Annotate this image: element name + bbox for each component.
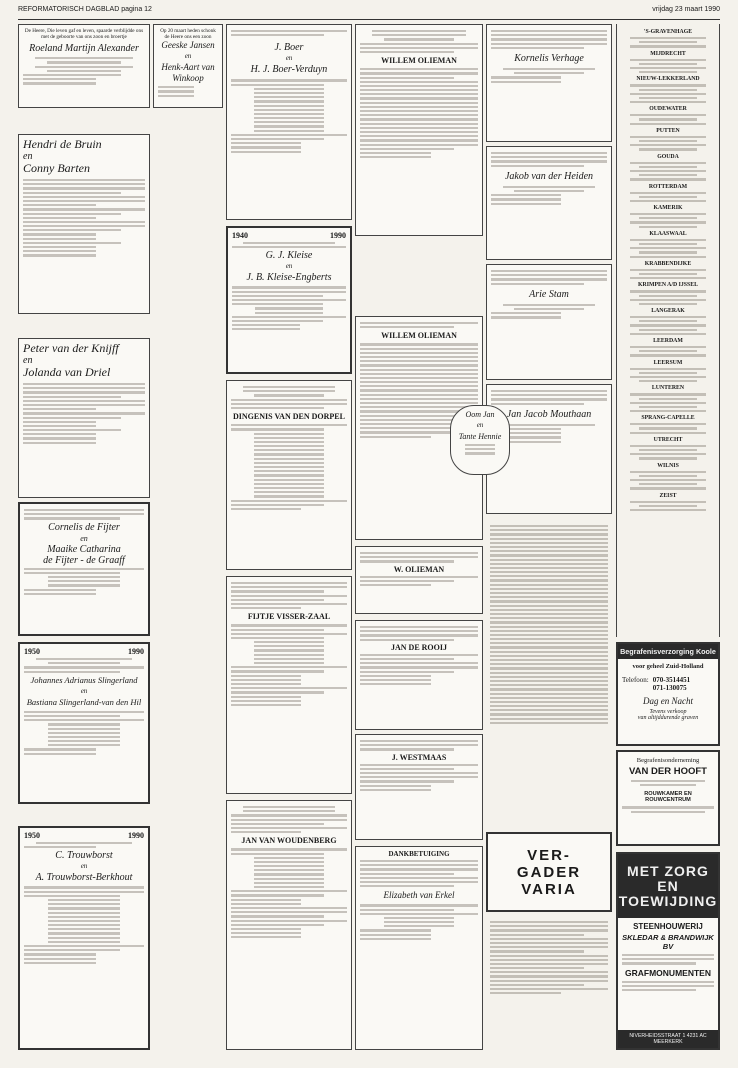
placeholder-text — [360, 68, 478, 158]
placeholder-text — [620, 114, 716, 125]
placeholder-text — [622, 780, 714, 786]
child-name: Roeland Martijn Alexander — [29, 43, 139, 55]
notice-death-vanwoudenberg — [226, 800, 352, 1050]
placeholder-text — [360, 552, 478, 563]
anniversary-years — [24, 831, 144, 840]
church-heading: KRABBENDIJKE — [644, 260, 692, 267]
phone-1: 070-3514451 — [652, 676, 691, 684]
notice-marriage-vanderknijff — [18, 338, 150, 498]
wife-name-line2: de Fijter - de Graaff — [43, 554, 125, 566]
ad-koole-subtitle: voor geheel Zuid-Holland — [632, 663, 704, 670]
deceased-name: FIJTJE VISSER-ZAAL — [247, 612, 331, 622]
notice-vanderheiden — [486, 146, 612, 260]
notice-death-vandendorpel — [226, 380, 352, 570]
placeholder-text — [231, 424, 347, 510]
anniversary-years — [232, 231, 346, 240]
and-text: en — [285, 262, 293, 271]
church-heading: KAMERIK — [653, 205, 683, 212]
placeholder-text — [231, 582, 347, 609]
ad-koole-tagline: Dag en Nacht — [643, 696, 693, 706]
placeholder-text — [360, 764, 478, 791]
thanks-title: DANKBETUIGING — [388, 850, 450, 858]
church-heading: WILNIS — [657, 462, 679, 469]
and-text: en — [23, 355, 33, 366]
wife-name: A. Trouwborst-Berkhout — [35, 872, 133, 884]
placeholder-text — [622, 806, 714, 812]
ad-koole-tagline2: Tevens verkoop van altijddurende graven — [637, 709, 699, 721]
notice-intro: De Heere, Die leven gaf en leven, spaarde verblijdde ons met de geboorte van ons zoon en broertje — [24, 28, 144, 41]
placeholder-text — [360, 576, 478, 587]
anniversary-years — [24, 647, 144, 656]
placeholder-text — [455, 444, 505, 455]
vergader-varia-heading — [486, 832, 612, 912]
placeholder-text — [24, 886, 144, 964]
placeholder-text — [620, 136, 716, 151]
notice-death-visserzaal — [226, 576, 352, 794]
church-heading: MIJDRECHT — [650, 50, 686, 57]
placeholder-text — [491, 270, 607, 285]
ad-vanderhooft-name: VAN DER HOOFT — [629, 766, 707, 777]
and-text: en — [80, 533, 88, 543]
placeholder-text — [620, 290, 716, 305]
notice-anniversary-defijter — [18, 502, 150, 636]
page-date: vrijdag 23 maart 1990 — [652, 6, 720, 13]
placeholder-text — [231, 386, 347, 409]
placeholder-text — [24, 509, 144, 520]
church-heading: PUTTEN — [656, 127, 680, 134]
placeholder-text — [490, 921, 608, 994]
year-start: 1940 — [232, 231, 248, 240]
wife-name: Maaike Catharina — [47, 543, 121, 555]
placeholder-text — [360, 654, 478, 686]
deceased-name: W. OLIEMAN — [393, 564, 445, 574]
year-end: 1990 — [128, 831, 144, 840]
placeholder-text — [231, 848, 347, 938]
ad-steenhouwerij-slogan: MET ZORG EN TOEWIJDING — [618, 862, 718, 909]
wife-name: H. J. Boer-Verduyn — [250, 64, 328, 76]
notice-intro: Op 20 maart heden schonk de Heere ons een zoon — [160, 28, 216, 41]
placeholder-text — [23, 57, 145, 84]
placeholder-text — [620, 501, 716, 512]
and-text: en — [285, 54, 293, 63]
placeholder-text — [491, 390, 607, 405]
father-name: Geeske Jansen — [161, 40, 215, 51]
person-name: Jakob van der Heiden — [504, 170, 594, 182]
placeholder-text — [24, 842, 144, 848]
church-heading: 'S-GRAVENHAGE — [643, 29, 693, 35]
notice-death-westmaas — [355, 734, 483, 840]
notice-stam — [486, 264, 612, 380]
ad-koole — [616, 642, 720, 746]
and-text: en — [80, 862, 88, 871]
placeholder-text — [23, 179, 145, 257]
and-text: en — [80, 686, 88, 695]
groom-name: Peter van der Knijff — [23, 341, 119, 355]
church-heading: KRIMPEN A/D IJSSEL — [638, 282, 698, 289]
placeholder-text — [360, 860, 478, 887]
church-services-listing — [486, 520, 612, 820]
person-name: Arie Stam — [529, 288, 569, 300]
groom-name: Hendri de Bruin — [23, 137, 102, 151]
husband-name: Johannes Adrianus Slingerland — [30, 674, 138, 685]
placeholder-text — [620, 162, 716, 181]
placeholder-text — [620, 393, 716, 412]
church-heading: ROTTERDAM — [648, 183, 688, 190]
church-directory — [616, 24, 720, 637]
bride-name: Conny Barten — [23, 161, 90, 175]
notice-death-derooij — [355, 620, 483, 730]
church-heading: OUDEWATER — [649, 106, 687, 113]
deceased-name: WILLEM OLIEMAN — [381, 331, 457, 341]
notice-death-olieman-3 — [355, 546, 483, 614]
notice-birth-roeland — [18, 24, 150, 108]
placeholder-text — [620, 316, 716, 335]
placeholder-text — [620, 37, 716, 48]
ad-steenhouwerij-banner — [618, 854, 718, 918]
callout-oom-tante — [450, 405, 510, 475]
deceased-name: DINGENIS VAN DEN DORPEL — [233, 412, 345, 422]
bride-name: Jolanda van Driel — [23, 365, 111, 379]
placeholder-text — [360, 30, 478, 53]
wife-name: Bastiana Slingerland-van den Hil — [26, 696, 142, 707]
and-text: en — [23, 151, 33, 162]
person-name: Kornelis Verhage — [514, 52, 584, 64]
placeholder-text — [24, 568, 144, 595]
church-heading: KLAASWAAL — [649, 230, 687, 237]
placeholder-text — [24, 658, 144, 673]
placeholder-text — [231, 624, 347, 706]
varia-line-2: GADER — [516, 863, 582, 881]
notice-anniversary-trouwborst — [18, 826, 150, 1050]
placeholder-text — [620, 59, 716, 74]
mother-name: Henk-Aart van Winkoop — [161, 62, 215, 84]
ad-vanderhooft-title: Begrafenisonderneming — [636, 757, 700, 764]
placeholder-text — [620, 84, 716, 103]
notice-marriage-debruin — [18, 134, 150, 314]
husband-name: G. J. Kleise — [265, 250, 313, 262]
year-end: 1990 — [128, 647, 144, 656]
notice-anniversary-boer — [226, 24, 352, 220]
ad-steenhouwerij-address: NIVERHEIDSSTRAAT 1 4231 AC MEERKERK — [618, 1030, 718, 1048]
placeholder-text — [620, 192, 716, 203]
placeholder-text — [620, 471, 716, 490]
deceased-name: JAN VAN WOUDENBERG — [241, 836, 337, 846]
callout-line-2: en — [476, 421, 484, 429]
placeholder-text — [360, 322, 478, 328]
notice-birth-jansen — [153, 24, 223, 108]
phone-2: 071-130075 — [652, 684, 687, 692]
placeholder-text — [618, 981, 718, 992]
church-heading: LANGERAK — [651, 308, 685, 315]
varia-line-3: VARIA — [521, 880, 577, 898]
husband-name: Cornelis de Fijter — [48, 521, 120, 533]
placeholder-text — [360, 740, 478, 751]
church-heading: LUNTEREN — [651, 385, 685, 392]
church-heading: LEERDAM — [653, 338, 683, 344]
placeholder-text — [620, 368, 716, 383]
placeholder-text — [491, 30, 607, 49]
placeholder-text — [620, 445, 716, 460]
placeholder-text — [491, 304, 607, 319]
and-text: en — [184, 52, 192, 61]
paper-name: REFORMATORISCH DAGBLAD pagina 12 — [18, 6, 152, 13]
placeholder-text — [491, 68, 607, 83]
church-heading: SPRANG-CAPELLE — [641, 415, 695, 422]
notice-death-olieman-1 — [355, 24, 483, 236]
placeholder-text — [620, 346, 716, 357]
ad-steenhouwerij-name: SKLEDAR & BRANDWIJK BV — [622, 933, 714, 951]
deceased-name: JAN DE ROOIJ — [390, 642, 447, 652]
church-heading: ZEIST — [659, 492, 677, 499]
vergader-varia-listing — [486, 916, 612, 1050]
year-start: 1950 — [24, 831, 40, 840]
placeholder-text — [620, 239, 716, 258]
placeholder-text — [231, 806, 347, 833]
ad-steenhouwerij-product: GRAFMONUMENTEN — [625, 967, 711, 978]
varia-line-1: VER- — [527, 846, 571, 864]
wife-name: J. B. Kleise-Engberts — [246, 272, 332, 284]
church-heading: GOUDA — [657, 153, 679, 160]
placeholder-text — [360, 626, 478, 641]
placeholder-text — [231, 30, 347, 36]
ad-koole-phones — [618, 676, 718, 692]
placeholder-text — [490, 525, 608, 724]
notice-verhage — [486, 24, 612, 142]
placeholder-text — [23, 383, 145, 444]
notice-anniversary-slingerland — [18, 642, 150, 804]
placeholder-text — [232, 242, 346, 248]
ad-vanderhooft-subtitle: ROUWKAMER EN ROUWCENTRUM — [644, 791, 692, 804]
year-start: 1950 — [24, 647, 40, 656]
notice-thanks-vanerkel — [355, 846, 483, 1050]
placeholder-text — [491, 152, 607, 167]
church-heading: LEERSUM — [653, 359, 683, 366]
church-heading: NIEUW-LEKKERLAND — [636, 76, 700, 83]
ad-koole-title: Begrafenisverzorging Koole — [618, 644, 718, 659]
ad-steenhouwerij-title: STEENHOUWERIJ — [633, 922, 703, 931]
placeholder-text — [491, 186, 607, 205]
husband-name: C. Trouwborst — [55, 850, 113, 862]
person-name: Jan Jacob Mouthaan — [506, 408, 592, 420]
placeholder-text — [620, 269, 716, 280]
year-end: 1990 — [330, 231, 346, 240]
placeholder-text — [620, 423, 716, 434]
deceased-name: J. WESTMAAS — [391, 752, 447, 762]
deceased-name: WILLEM OLIEMAN — [381, 56, 457, 66]
ad-vanderhooft — [616, 750, 720, 846]
callout-line-3: Tante Hennie — [458, 432, 502, 441]
placeholder-text — [618, 954, 718, 965]
phone-label: Telefoon: — [622, 676, 649, 684]
placeholder-text — [360, 904, 478, 940]
notice-anniversary-kleise — [226, 226, 352, 374]
thanks-name: Elizabeth van Erkel — [383, 890, 455, 901]
ad-steenhouwerij — [616, 852, 720, 1050]
husband-name: J. Boer — [274, 42, 304, 54]
callout-line-1: Oom Jan — [465, 410, 495, 419]
placeholder-text — [231, 79, 347, 152]
placeholder-text — [620, 213, 716, 228]
placeholder-text — [158, 86, 218, 97]
placeholder-text — [24, 711, 144, 755]
placeholder-text — [232, 286, 346, 330]
church-heading: UTRECHT — [653, 436, 683, 443]
page-header — [18, 6, 720, 20]
